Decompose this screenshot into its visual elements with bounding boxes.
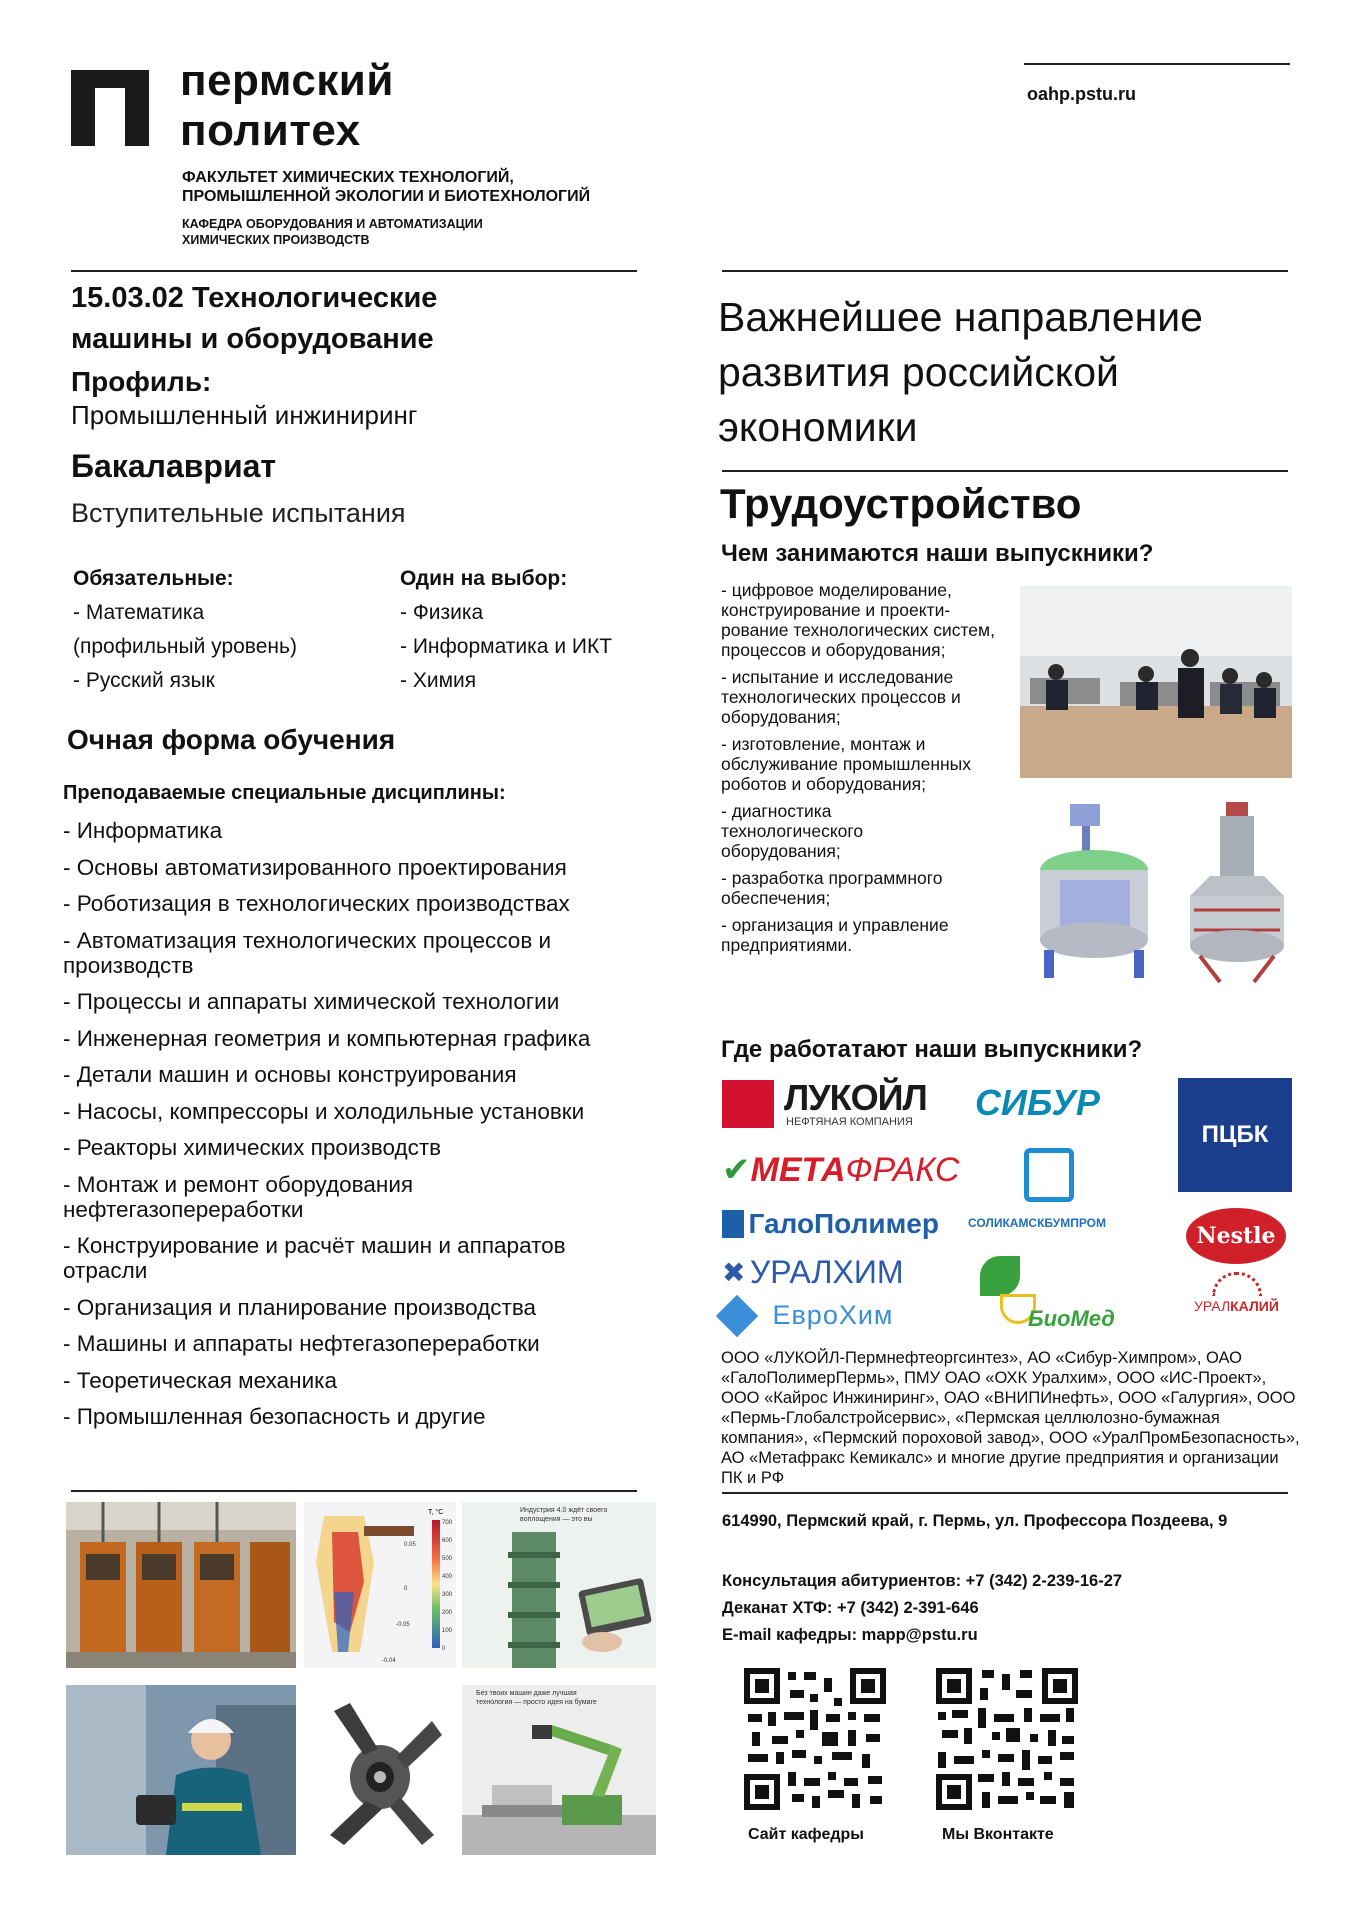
brand-line-2: политех	[180, 106, 361, 155]
profile-value: Промышленный инжиниринг	[71, 400, 418, 430]
scale-tick: 700	[442, 1520, 453, 1526]
list-item: - изготовление, монтаж и обслуживание промышленных роботов и оборудования;	[721, 734, 972, 794]
robot-arm-image	[462, 1685, 656, 1855]
uralkali-arc-icon	[1212, 1272, 1262, 1296]
employment-title: Трудоустройство	[720, 480, 1082, 527]
site-qr-code-icon[interactable]	[744, 1668, 886, 1810]
lab-equipment-photo	[66, 1502, 296, 1668]
temp-unit-label: T, °C	[428, 1509, 444, 1516]
scale-tick: 600	[442, 1538, 453, 1544]
faculty-line-2: ПРОМЫШЛЕННОЙ ЭКОЛОГИИ И БИОТЕХНОЛОГИЙ	[182, 188, 591, 205]
degree-title: Бакалавриат	[71, 448, 277, 484]
uralkali-wordmark-a: УРАЛ	[1194, 1298, 1231, 1314]
divider	[1024, 63, 1290, 65]
eurochem-logo	[722, 1300, 894, 1331]
list-item: - Монтаж и ремонт оборудования нефтегазопереработки	[63, 1171, 414, 1222]
contacts	[722, 1568, 1122, 1649]
reactor-model-image	[1030, 800, 1158, 980]
galopolimer-logo	[722, 1208, 939, 1240]
department-line-1: КАФЕДРА ОБОРУДОВАНИЯ И АВТОМАТИЗАЦИИ	[182, 217, 483, 231]
axis-tick: -0.05	[396, 1622, 410, 1628]
eurochem-mark-icon	[716, 1294, 758, 1336]
list-item: - Основы автоматизированного проектирования	[63, 854, 567, 880]
industry-4-image	[462, 1502, 656, 1668]
scale-tick: 400	[442, 1574, 453, 1580]
list-item: - диагностика технологического оборудования;	[721, 801, 864, 861]
list-item: - Теоретическая механика	[63, 1367, 338, 1393]
solikamsk-logo: СОЛИКАМСКБУМПРОМ	[968, 1216, 1107, 1230]
mechanical-part-image	[304, 1685, 456, 1855]
required-exams-label: Обязательные:	[73, 567, 234, 590]
list-item: - Реакторы химических производств	[63, 1135, 442, 1160]
required-exams-list	[73, 596, 297, 698]
scale-tick: 300	[442, 1592, 453, 1598]
axis-tick: 0.05	[404, 1542, 416, 1548]
scale-tick: 100	[442, 1628, 453, 1634]
entrance-exams-label: Вступительные испытания	[71, 498, 406, 528]
faculty-line-1: ФАКУЛЬТЕТ ХИМИЧЕСКИХ ТЕХНОЛОГИЙ,	[182, 169, 514, 186]
industry-caption: Индустрия 4.0 ждёт своего воплощения — это вы	[520, 1507, 608, 1523]
lukoil-subtitle: НЕФТЯНАЯ КОМПАНИЯ	[786, 1116, 913, 1128]
list-item: - Информатика и ИКТ	[400, 635, 613, 658]
list-item: (профильный уровень)	[73, 635, 297, 658]
program-title-line-1: 15.03.02 Технологические	[71, 282, 438, 314]
employers-text: ООО «ЛУКОЙЛ-Пермнефтеоргсинтез», АО «Сибур-Химпром», ОАО «ГалоПолимерПермь», ПМУ ОАО «ОХК Уралхим», ООО «ИС-Проект», ООО «Кайрос Инжиниринг», ОАО «ВНИПИнефть», ООО «Галургия», ООО «Пермь-Глобалстройсервис», «Пермская целлюлозно-бумажная компания», «Пермский пороховой завод», ООО «УралПромБезопасность», АО «Метафракс Кемикалс» и многие другие предприятия и организации ПК и РФ	[721, 1349, 1300, 1487]
axis-tick: 0	[404, 1586, 408, 1592]
consult-phone[interactable]: Консультация абитуриентов: +7 (342) 2-239-16-27	[722, 1572, 1123, 1590]
program-title-line-2: машины и оборудование	[71, 323, 434, 355]
metafrax-wordmark-b: ФРАКС	[845, 1151, 960, 1189]
pcbk-logo: ПЦБК	[1178, 1078, 1292, 1192]
divider	[722, 1492, 1288, 1494]
profile-label: Профиль:	[71, 366, 212, 397]
dean-phone[interactable]: Деканат ХТФ: +7 (342) 2-391-646	[722, 1599, 979, 1617]
list-item: - Процессы и аппараты химической технологии	[63, 989, 560, 1014]
list-item: - Конструирование и расчёт машин и аппаратов отрасли	[63, 1233, 566, 1283]
lukoil-wordmark: ЛУКОЙЛ	[784, 1077, 927, 1118]
galopolimer-wordmark: ГалоПолимер	[748, 1208, 939, 1239]
brand-line-1: пермский	[180, 56, 394, 105]
list-item: - Физика	[400, 601, 484, 624]
list-item: - Информатика	[63, 818, 223, 843]
metafrax-wordmark-a: МЕТА	[750, 1151, 846, 1189]
machine-caption: Без твоих машин даже лучшая технология — просто идея на бумаге	[476, 1690, 597, 1706]
metafrax-leaf-icon: ✔	[722, 1151, 751, 1189]
department-line-2: ХИМИЧЕСКИХ ПРОИЗВОДСТВ	[182, 233, 370, 247]
cfd-simulation-image	[304, 1502, 456, 1668]
study-form-title: Очная форма обучения	[67, 724, 396, 755]
scale-tick: 0	[442, 1646, 446, 1652]
vk-qr-caption: Мы Вконтакте	[942, 1826, 1054, 1843]
list-item: - Инженерная геометрия и компьютерная графика	[63, 1025, 591, 1051]
employers-label: Где работатают наши выпускники?	[721, 1036, 1143, 1063]
solikamsk-mark-icon	[1024, 1148, 1074, 1202]
list-item: - испытание и исследование технологических процессов и оборудования;	[721, 667, 961, 727]
lukoil-mark-icon	[722, 1080, 774, 1128]
divider	[722, 470, 1288, 472]
divider	[71, 1490, 637, 1492]
vessel-model-image	[1180, 800, 1294, 984]
uralchem-mark-icon: ✖	[722, 1257, 746, 1288]
biomed-leaf-icon	[980, 1256, 1020, 1296]
uralkali-logo	[1190, 1272, 1284, 1322]
list-item: - Организация и планирование производства	[63, 1294, 537, 1320]
program-title	[71, 278, 631, 360]
list-item: - цифровое моделирование, конструирование и проекти-рование технологических систем, процессов и оборудования;	[721, 580, 995, 660]
scale-tick: 200	[442, 1610, 453, 1616]
list-item: - Детали машин и основы конструирования	[63, 1062, 517, 1087]
list-item: - Математика	[73, 601, 205, 624]
optional-exams-list	[400, 596, 612, 698]
disciplines-label: Преподаваемые специальные дисциплины:	[63, 782, 506, 804]
graduates-activities-label: Чем занимаются наши выпускники?	[721, 540, 1154, 567]
disciplines-list	[63, 818, 663, 1441]
graduates-activities-list	[721, 580, 1011, 962]
divider	[71, 270, 637, 272]
list-item: - Машины и аппараты нефтегазопереработки	[63, 1331, 540, 1356]
list-item: - Насосы, компрессоры и холодильные установки	[63, 1098, 585, 1124]
department-email[interactable]: E-mail кафедры: mapp@pstu.ru	[722, 1626, 978, 1644]
headline: Важнейшее направление развития российской экономики	[718, 294, 1203, 450]
list-item: - организация и управление предприятиями.	[721, 915, 949, 955]
department-name	[182, 216, 483, 248]
sibur-logo: СИБУР	[975, 1082, 1100, 1123]
galopolimer-mark-icon	[722, 1210, 744, 1238]
biomed-wordmark: БиоМед	[1028, 1306, 1115, 1331]
axis-tick: -0.04	[382, 1658, 396, 1664]
metafrax-logo	[722, 1150, 959, 1190]
computer-class-photo	[1020, 586, 1292, 778]
site-qr-caption: Сайт кафедры	[748, 1826, 864, 1843]
list-item: - Роботизация в технологических производствах	[63, 891, 570, 916]
list-item: - Автоматизация технологических процессов и производств	[63, 927, 552, 978]
list-item: - Русский язык	[73, 669, 215, 692]
uralchem-logo	[722, 1254, 904, 1291]
scale-tick: 500	[442, 1556, 453, 1562]
engineer-photo	[66, 1685, 296, 1855]
uralkali-wordmark-b: КАЛИЙ	[1230, 1298, 1279, 1314]
brand-name	[180, 56, 394, 156]
vk-qr-code-icon[interactable]	[936, 1668, 1078, 1810]
address: 614990, Пермский край, г. Пермь, ул. Профессора Поздеева, 9	[722, 1512, 1228, 1530]
list-item: - Химия	[400, 669, 477, 692]
list-item: - Промышленная безопасность и другие	[63, 1404, 486, 1429]
website-link[interactable]: oahp.pstu.ru	[1027, 84, 1136, 104]
eurochem-wordmark: ЕвроХим	[772, 1300, 894, 1330]
polytech-logo-mark	[71, 70, 149, 146]
nestle-logo: Nestle	[1186, 1208, 1286, 1264]
divider	[722, 270, 1288, 272]
list-item: - разработка программного обеспечения;	[721, 868, 943, 908]
optional-exams-label: Один на выбор:	[400, 567, 568, 590]
faculty-name	[182, 168, 590, 206]
uralchem-wordmark: УРАЛХИМ	[749, 1254, 904, 1290]
